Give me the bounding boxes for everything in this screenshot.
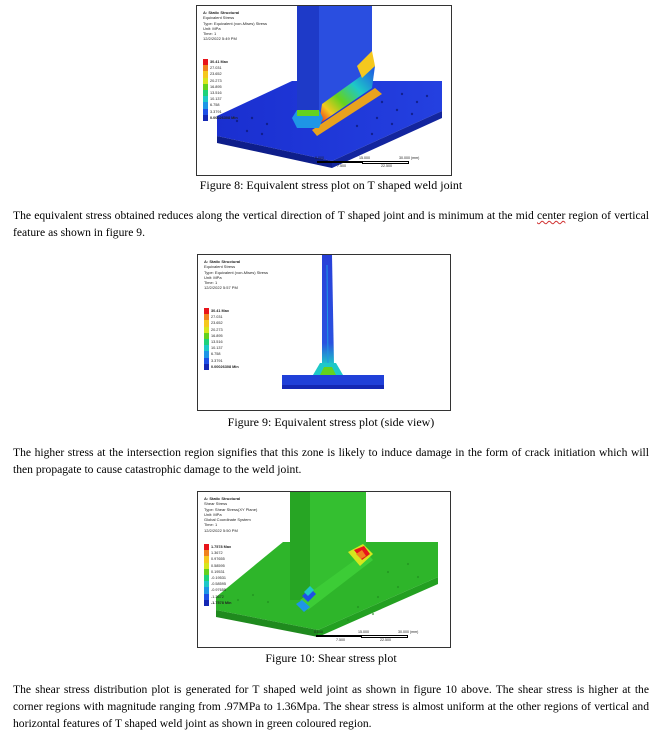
figure-8-header [203,10,267,42]
paragraph: The shear stress distribution plot is generated for T shaped weld joint as shown in figure 10 above. The shear stress is higher at the corner regions with magnitude ranging from .97MPa to 1.36Mpa. The shear stress is almost uniform at the other regions of vertical and horizontal features of T shaped weld joint as shown in green coloured region. [13,683,649,730]
header-line: 12/2/2022 5:57 PM [204,285,238,291]
legend-label: 0.00026308 Min [210,115,238,120]
legend-label: -1.7578 Min [211,600,232,605]
scale-tick: 22.500 [380,638,391,642]
legend-label: 27.031 [210,66,222,71]
legend-label: 0.19531 [211,569,225,574]
header-line: Type: Equivalent (von-Mises) Stress [204,269,269,275]
figure-10-image [197,491,451,648]
legend-label: -1.3672 [211,594,224,599]
header-line: A: Static Structural [203,10,240,15]
figure-9-header [204,259,268,291]
legend-label: 13.516 [211,339,223,344]
header-line: Unit: MPa [203,25,221,31]
legend-label: -0.97655 [211,588,226,593]
figure-10-scale-bar [314,630,424,644]
header-line: Type: Shear Stress(XY Plane) [204,506,258,512]
legend-label: 10.137 [211,346,223,351]
scale-tick: 30.000 (mm) [399,156,420,160]
scale-tick: 7.500 [336,638,345,642]
header-line: Type: Equivalent (von-Mises) Stress [203,20,268,26]
legend-label: -0.19531 [211,575,226,580]
legend-swatch [203,115,208,121]
figure-9-caption: Figure 9: Equivalent stress plot (side view) [227,415,435,429]
legend-label: 16.895 [211,333,223,338]
header-line: A: Static Structural [204,496,241,501]
legend-label: 0.58595 [211,563,225,568]
legend-label: 20.273 [210,78,222,83]
header-line: Unit: MPa [204,511,222,517]
legend-label: 23.652 [210,72,222,77]
legend-label: 23.652 [211,321,223,326]
legend-swatch [204,364,209,370]
scale-tick: 0.000 [315,156,324,160]
figure-8-scale-bar [315,156,425,170]
header-line: Equivalent Stress [203,15,235,21]
legend-label: 0.00026308 Min [211,364,239,369]
figure-8-image [196,5,452,176]
legend-label: 3.3791 [211,358,223,363]
legend-label: 20.273 [211,327,223,332]
header-line: Equivalent Stress [204,264,236,270]
figure-10-header [204,496,257,533]
figure-9-image [197,254,451,411]
legend-label: 6.758 [210,103,220,108]
legend-label: -0.58595 [211,582,226,587]
legend-label: 10.137 [210,97,222,102]
legend-label: 30.41 Max [211,309,229,313]
legend-label: 3.3791 [210,109,222,114]
scale-tick: 7.500 [337,164,346,168]
scale-tick: 15.000 [358,630,369,634]
paragraph: The higher stress at the intersection region signifies that this zone is likely to induce damage in the form of crack initiation which will then propagate to cause catastrophic damage to the weld joint. [13,446,649,476]
legend-swatch [204,600,209,606]
legend-label: 30.41 Max [210,60,228,64]
header-line: Time: 1 [203,31,217,37]
legend-label: 1.3672 [211,551,223,556]
header-line: 12/2/2022 5:49 PM [203,36,237,42]
header-line: Unit: MPa [204,274,222,280]
figure-10-caption: Figure 10: Shear stress plot [265,651,397,665]
spell-flagged-word: center [537,209,566,222]
paragraph: The equivalent stress obtained reduces along the vertical direction of T shaped joint and is minimum at the mid center region of vertical feature as shown in figure 9. [13,209,649,239]
header-line: A: Static Structural [204,259,241,264]
header-line: Shear Stress [204,501,228,507]
legend-label: 1.7578 Max [211,545,232,549]
figure-8-caption: Figure 8: Equivalent stress plot on T shaped weld joint [199,178,463,192]
header-line: Time: 1 [204,522,218,528]
header-line: Time: 1 [204,280,218,286]
scale-tick: 15.000 [359,156,370,160]
legend-label: 0.97655 [211,557,225,562]
header-line: 12/2/2022 5:50 PM [204,527,238,533]
legend-label: 27.031 [211,315,223,320]
scale-tick: 30.000 (mm) [398,630,419,634]
legend-label: 6.758 [211,352,221,357]
header-line: Global Coordinate System [204,517,251,523]
legend-label: 16.895 [210,84,222,89]
scale-tick: 22.500 [381,164,392,168]
legend-label: 13.516 [210,90,222,95]
scale-tick: 0.000 [314,630,323,634]
